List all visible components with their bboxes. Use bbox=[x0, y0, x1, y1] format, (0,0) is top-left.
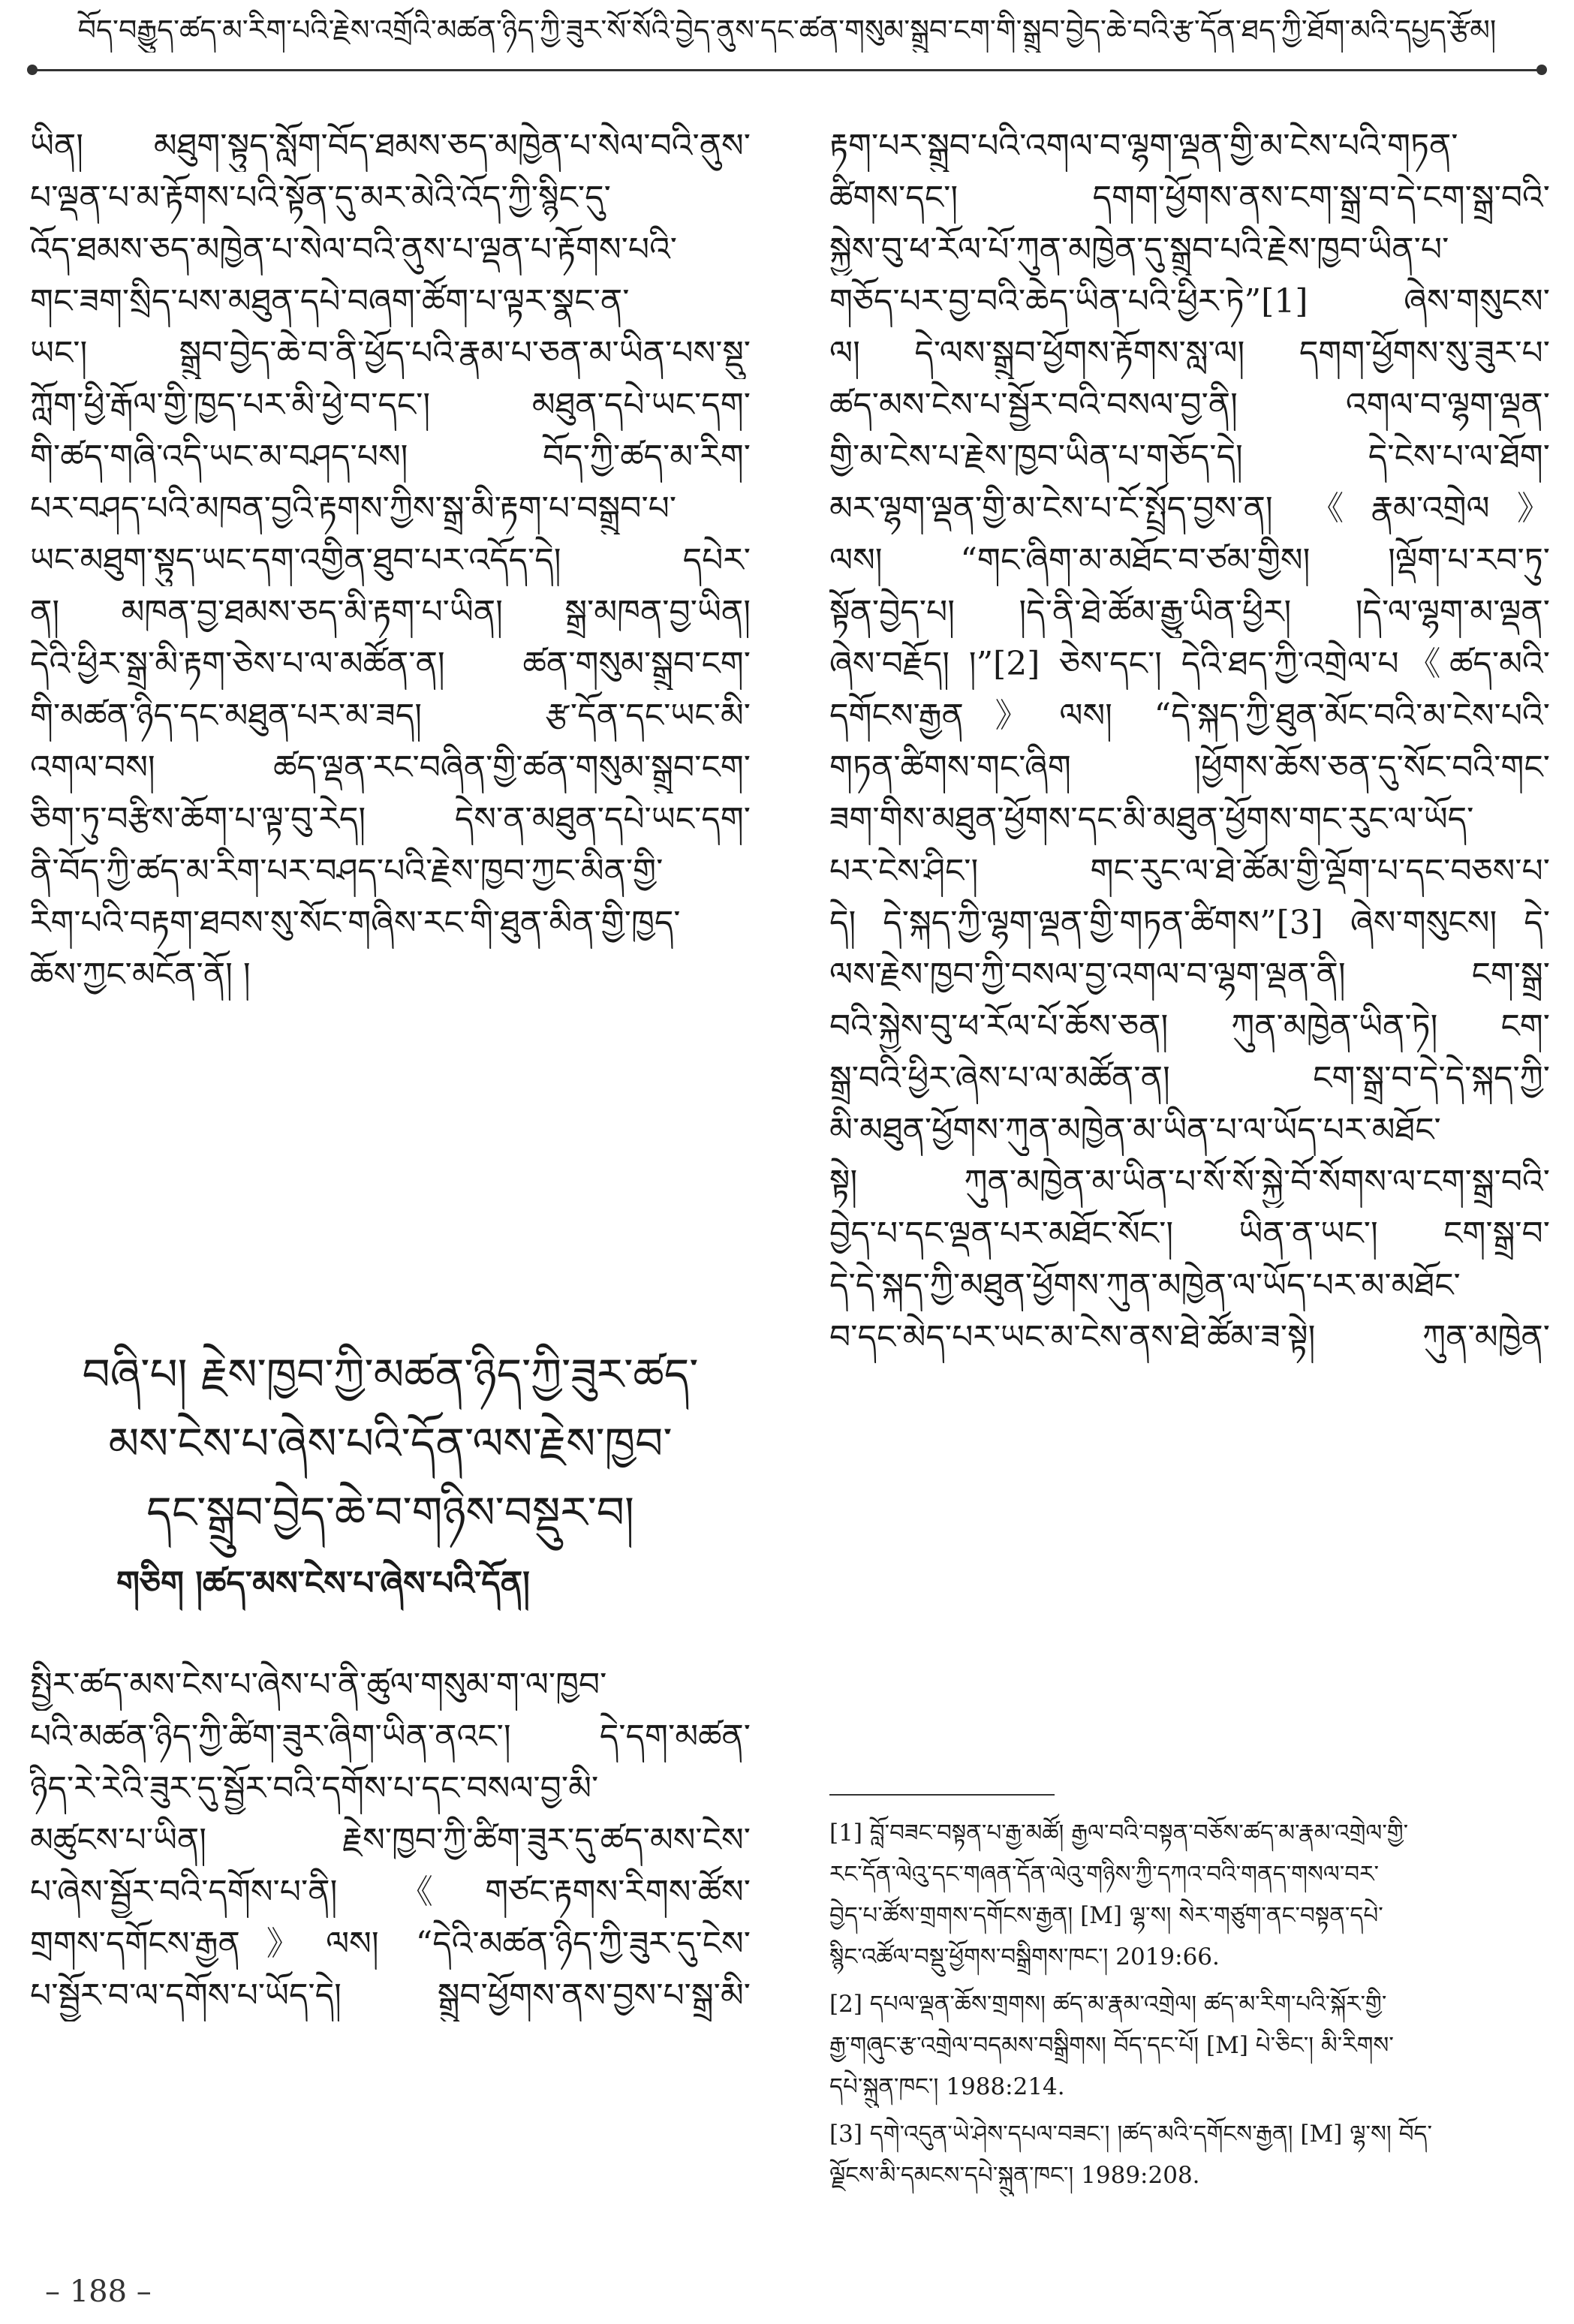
text-line: ཡང་། སྒྲུབ་བྱེད་ཆེ་བ་ནི་ཕྱོད་པའི་རྣམ་པ་ཅན་མ་ཡིན་པས་སྡུ་ bbox=[30, 334, 751, 372]
text-line: པ་ལྡན་པ་མ་རྟོགས་པའི་སྟོན་དུ་མར་མེའི་འོད་ཀྱི་སྙིང་དུ་ bbox=[30, 179, 611, 217]
text-line: པར་བཤད་པའི་མཁན་བྱའི་རྟགས་ཀྱིས་སྒྲ་མི་རྟག་པ་བསྒྲུབ་པ་ bbox=[30, 489, 677, 528]
text-line: འོད་ཐམས་ཅད་མཁྱེན་པ་སེལ་བའི་ནུས་པ་ལྡན་པ་རྟོགས་པའི་ bbox=[30, 230, 678, 269]
footnote-rule bbox=[829, 1794, 1055, 1796]
text-line: རྟག་པར་སྒྲུབ་པའི་འགལ་བ་ལྷག་ལྡན་གྱི་མ་ངེས་པའི་གཏན་ bbox=[829, 127, 1458, 165]
text-line: པ་ཞེས་སྦྱོར་བའི་དགོས་པ་ནི། 《གཙང་རྟགས་རིགས་ཚོས་ bbox=[30, 1873, 751, 1911]
text-line: པར་ངེས་ཤིང་། གང་རུང་ལ་ཐེ་ཚོམ་གྱི་ལྡོག་པ་དང་བཅས་པ་ bbox=[829, 852, 1550, 890]
section-heading bbox=[30, 1340, 751, 1547]
text-line: གྱི་མ་ངེས་པ་རྗེས་ཁྱབ་ཡིན་པ་གཅོད་དེ། དེ་ངེས་པ་ལ་ཐོག་ bbox=[829, 438, 1550, 476]
text-line: སྤྱིར་ཚད་མས་ངེས་པ་ཞེས་པ་ནི་ཚུལ་གསུམ་ག་ལ་ཁྱབ་ bbox=[30, 1666, 607, 1704]
text-line: ནི་བོད་ཀྱི་ཚད་མ་རིག་པར་བཤད་པའི་རྗེས་ཁྱབ་ཀྱང་མིན་གྱི་ bbox=[30, 852, 664, 890]
text-line: ཀློག་ཕྱི་རྒོལ་གྱི་ཁྱད་པར་མི་ཕྱེ་བ་དང་། མཐུན་དཔེ་ཡང་དག་ bbox=[30, 386, 751, 424]
heading-line: བཞི་པ། རྗེས་ཁྱབ་ཀྱི་མཚན་ཉིད་ཀྱི་ཟུར་ཚད་ bbox=[82, 1349, 699, 1400]
text-line: མར་ལྷག་ལྡན་གྱི་མ་ངེས་པ་ངོ་སྤྲོད་བྱས་ན། 《རྣམ་འགྲེལ》 bbox=[829, 489, 1550, 528]
text-line: གང་ཟག་སྲིད་པས་མཐུན་དཔེ་བཞག་ཚོག་པ་ལྟར་སྣང་ན་ bbox=[30, 282, 630, 321]
footnote-line: རང་དོན་ལེའུ་དང་གཞན་དོན་ལེའུ་གཉིས་ཀྱི་དཀའ་བའི་གནད་གསལ་བར་ bbox=[829, 1861, 1379, 1888]
left-column-top bbox=[30, 120, 751, 1001]
footnote-line: [1] བློ་བཟང་བསྟན་པ་རྒྱ་མཚོ། རྒྱལ་བའི་བསྟན་བཅོས་ཚད་མ་རྣམ་འགྲེལ་གྱི་ bbox=[829, 1820, 1409, 1847]
text-line: ལ། དེ་ལས་སྒྲུབ་ཕྱོགས་རྟོགས་སླ་ལ། དགག་ཕྱོགས་སུ་ཟུར་པ་ bbox=[829, 334, 1550, 372]
footnote-line: དཔེ་སྐྲུན་ཁང་། 1988:214. bbox=[829, 2073, 1065, 2100]
text-line: གི་མཚན་ཉིད་དང་མཐུན་པར་མ་ཟད། རྩ་དོན་དང་ཡང་མི་ bbox=[30, 697, 751, 735]
footnote-line: བྱེད་པ་ཚོས་གྲགས་དགོངས་རྒྱན། [M] ལྷ་ས། སེར་གཙུག་ནང་བསྟན་དཔེ་ bbox=[829, 1902, 1383, 1929]
text-line: བའི་སྐྱེས་བུ་ཕ་རོལ་པོ་ཆོས་ཅན། ཀུན་མཁྱེན་ཡིན་ཏེ། ངག་ bbox=[829, 1007, 1550, 1046]
left-column-bottom bbox=[30, 1659, 751, 2021]
footnote bbox=[829, 1813, 1550, 1978]
text-line: རིག་པའི་བརྟག་ཐབས་སུ་སོང་གཞིས་རང་གི་ཐུན་མིན་གྱི་ཁྱད་ bbox=[30, 904, 681, 942]
page-number: – 188 – bbox=[45, 2274, 152, 2309]
text-line: དེའི་ཕྱིར་སྒྲ་མི་རྟག་ཅེས་པ་ལ་མཚོན་ན། ཚན་གསུམ་སྒྲུབ་ངག་ bbox=[30, 645, 751, 683]
text-line: ལས་རྗེས་ཁྱབ་ཀྱི་བསལ་བྱ་འགལ་བ་ལྷག་ལྡན་ནི། ངག་སྒྲ་ bbox=[829, 956, 1550, 994]
text-line: གི་ཚད་གཞི་འདི་ཡང་མ་བཤད་པས། བོད་ཀྱི་ཚད་མ་རིག་ bbox=[30, 438, 751, 476]
text-line: ཞེས་བརྗོད། །”[2] ཅེས་དང་། དེའི་ཐད་ཀྱི་འགྲེལ་པ《ཚད་མའི་ bbox=[829, 645, 1550, 683]
text-line: པ་སྦྱོར་བ་ལ་དགོས་པ་ཡོད་དེ། སྒྲུབ་ཕྱོགས་ནས་བྱས་པ་སྒྲ་མི་ bbox=[30, 1976, 751, 2015]
text-line: ཡིན། མཐུག་སྟུད་སློག་བོད་ཐམས་ཅད་མཁྱེན་པ་སེལ་བའི་ནུས་ bbox=[30, 127, 751, 165]
text-line: གཏན་ཚིགས་གང་ཞིག །ཕྱོགས་ཆོས་ཅན་དུ་སོང་བའི་གང་ bbox=[829, 748, 1550, 787]
text-line: བ་དང་མེད་པར་ཡང་མ་ངེས་ནས་ཐེ་ཚོམ་ཟ་སྟེ། ཀུན་མཁྱེན་ bbox=[829, 1318, 1550, 1356]
text-line: ན། མཁན་བྱ་ཐམས་ཅད་མི་རྟག་པ་ཡིན། སྒྲ་མཁན་བྱ་ཡིན། bbox=[30, 593, 751, 631]
text-line: གཅོད་པར་བྱ་བའི་ཆེད་ཡིན་པའི་ཕྱིར་ཏེ”[1] ཞེས་གསུངས་ bbox=[829, 282, 1550, 321]
text-line: པའི་མཚན་ཉིད་ཀྱི་ཚིག་ཟུར་ཞིག་ཡིན་ནའང་། དེ་དག་མཚན་ bbox=[30, 1717, 751, 1756]
text-line: བྱེད་པ་དང་ལྡན་པར་མཐོང་སོང་། ཡིན་ན་ཡང་། ངག་སྒྲ་བ་ bbox=[829, 1215, 1550, 1253]
text-line: ལས། “གང་ཞིག་མ་མཐོང་བ་ཙམ་གྱིས། །ལྡོག་པ་རབ་ཏུ་ bbox=[829, 541, 1550, 579]
text-line: དེ་དེ་སྐད་ཀྱི་མཐུན་ཕྱོགས་ཀུན་མཁྱེན་ལ་ཡོད་པར་མ་མཐོང་ bbox=[829, 1266, 1461, 1305]
footnote-line: [2] དཔལ་ལྡན་ཆོས་གྲགས། ཚད་མ་རྣམ་འགྲེལ། ཚད་མ་རིག་པའི་སྐོར་གྱི་ bbox=[829, 1991, 1387, 2018]
text-line: མཚུངས་པ་ཡིན། རྗེས་ཁྱབ་ཀྱི་ཚིག་ཟུར་དུ་ཚད་མས་ངེས་ bbox=[30, 1821, 751, 1859]
right-column bbox=[829, 120, 1550, 1363]
header-rule bbox=[30, 69, 1544, 71]
text-line: ཚད་མས་ངེས་པ་སྦྱོར་བའི་བསལ་བྱ་ནི། འགལ་བ་ལྷག་ལྡན་ bbox=[829, 386, 1550, 424]
footnote-line: རྒྱ་གཞུང་རྩ་འགྲེལ་བདམས་བསྒྲིགས། བོད་དང་པོ། [M] པེ་ཅིང་། མི་རིགས་ bbox=[829, 2032, 1394, 2059]
footnotes bbox=[829, 1813, 1550, 2202]
footnote-line: [3] དགེ་འདུན་ཡེ་ཤེས་དཔལ་བཟང་། །ཚད་མའི་དགོངས་རྒྱན། [M] ལྷ་ས། བོད་ bbox=[829, 2121, 1432, 2148]
text-line: ཚིགས་དང་། དགག་ཕྱོགས་ནས་ངག་སྒྲ་བ་དེ་ངག་སྒྲ་བའི་ bbox=[829, 179, 1550, 217]
text-line: ཡང་མཐུག་སྟུད་ཡང་དག་འགྱིན་ཐུབ་པར་འདོད་དེ། དཔེར་ bbox=[30, 541, 751, 579]
footnote bbox=[829, 2114, 1550, 2196]
text-line: སྐྱེས་བུ་ཕ་རོལ་པོ་ཀུན་མཁྱེན་དུ་སྒྲུབ་པའི་རྗེས་ཁྱབ་ཡིན་པ་ bbox=[829, 230, 1449, 269]
footnote bbox=[829, 1984, 1550, 2108]
heading-line: མས་ངེས་པ་ཞེས་པའི་དོན་ལས་རྗེས་ཁྱབ་ bbox=[108, 1418, 673, 1469]
text-line: ཆོས་ཀྱང་མངོན་ནོ། ། bbox=[30, 956, 251, 994]
subheading: གཅིག །ཚད་མས་ངེས་པ་ཞེས་པའི་དོན། bbox=[116, 1564, 530, 1603]
heading-line: དང་སྒྲུབ་བྱེད་ཆེ་བ་གཉིས་བསྡུར་བ། bbox=[146, 1487, 634, 1538]
text-line: དགོངས་རྒྱན》ལས། “དེ་སྐད་ཀྱི་ཐུན་མོང་བའི་མ་ངེས་པའི་ bbox=[829, 697, 1550, 735]
text-line: གྲགས་དགོངས་རྒྱན》ལས། “དེའི་མཚན་ཉིད་ཀྱི་ཟུར་དུ་ངེས་ bbox=[30, 1925, 751, 1963]
text-line: སྟེ། ཀུན་མཁྱེན་མ་ཡིན་པ་སོ་སོ་སྐྱེ་བོ་སོགས་ལ་ངག་སྒྲ་བའི་ bbox=[829, 1163, 1550, 1201]
text-line: སྒྲ་བའི་ཕྱིར་ཞེས་པ་ལ་མཚོན་ན། ངག་སྒྲ་བ་དེ་དེ་སྐད་ཀྱི་ bbox=[829, 1059, 1550, 1097]
text-line: སྟོན་བྱེད་པ། །དེ་ནི་ཐེ་ཚོམ་རྒྱུ་ཡིན་ཕྱིར། །དེ་ལ་ལྷག་མ་ལྡན་ bbox=[829, 593, 1550, 631]
text-line: ཟག་གིས་མཐུན་ཕྱོགས་དང་མི་མཐུན་ཕྱོགས་གང་རུང་ལ་ཡོད་ bbox=[829, 800, 1474, 838]
footnote-line: སྙིང་འཚོལ་བསྡུ་ཕྱོགས་བསྒྲིགས་ཁང་། 2019:66. bbox=[829, 1943, 1220, 1970]
text-line: དེ། དེ་སྐད་ཀྱི་ལྷག་ལྡན་གྱི་གཏན་ཚིགས”[3] ཞེས་གསུངས། དེ་ bbox=[829, 904, 1550, 942]
text-line: ཉིད་རེ་རེའི་ཟུར་དུ་སྦྱོར་བའི་དགོས་པ་དང་བསལ་བྱ་མི་ bbox=[30, 1769, 599, 1808]
text-line: མི་མཐུན་ཕྱོགས་ཀུན་མཁྱེན་མ་ཡིན་པ་ལ་ཡོད་པར་མཐོང་ bbox=[829, 1111, 1441, 1149]
running-header: བོད་བརྒྱུད་ཚད་མ་རིག་པའི་རྗེས་འགྲོའི་མཚན་ཉིད་ཀྱི་ཟུར་སོ་སོའི་བྱེད་ནུས་དང་ཚན་གསུམ་སྒྲུབ་ངག་གི་སྒྲུབ་བྱེད་ཆེ་བའི་རྩ་དོན་ཐད་ཀྱི་ཐོག་མའི་དཔྱད་རྩོམ། bbox=[77, 14, 1497, 47]
text-line: འགལ་བས། ཚད་ལྡན་རང་བཞིན་གྱི་ཚན་གསུམ་སྒྲུབ་ངག་ bbox=[30, 748, 751, 787]
text-line: ཅིག་ཏུ་བརྩིས་ཆོག་པ་ལྟ་བུ་རེད། དེས་ན་མཐུན་དཔེ་ཡང་དག་ bbox=[30, 800, 751, 838]
footnote-line: ལྗོངས་མི་དམངས་དཔེ་སྐྲུན་ཁང་། 1989:208. bbox=[829, 2162, 1200, 2189]
